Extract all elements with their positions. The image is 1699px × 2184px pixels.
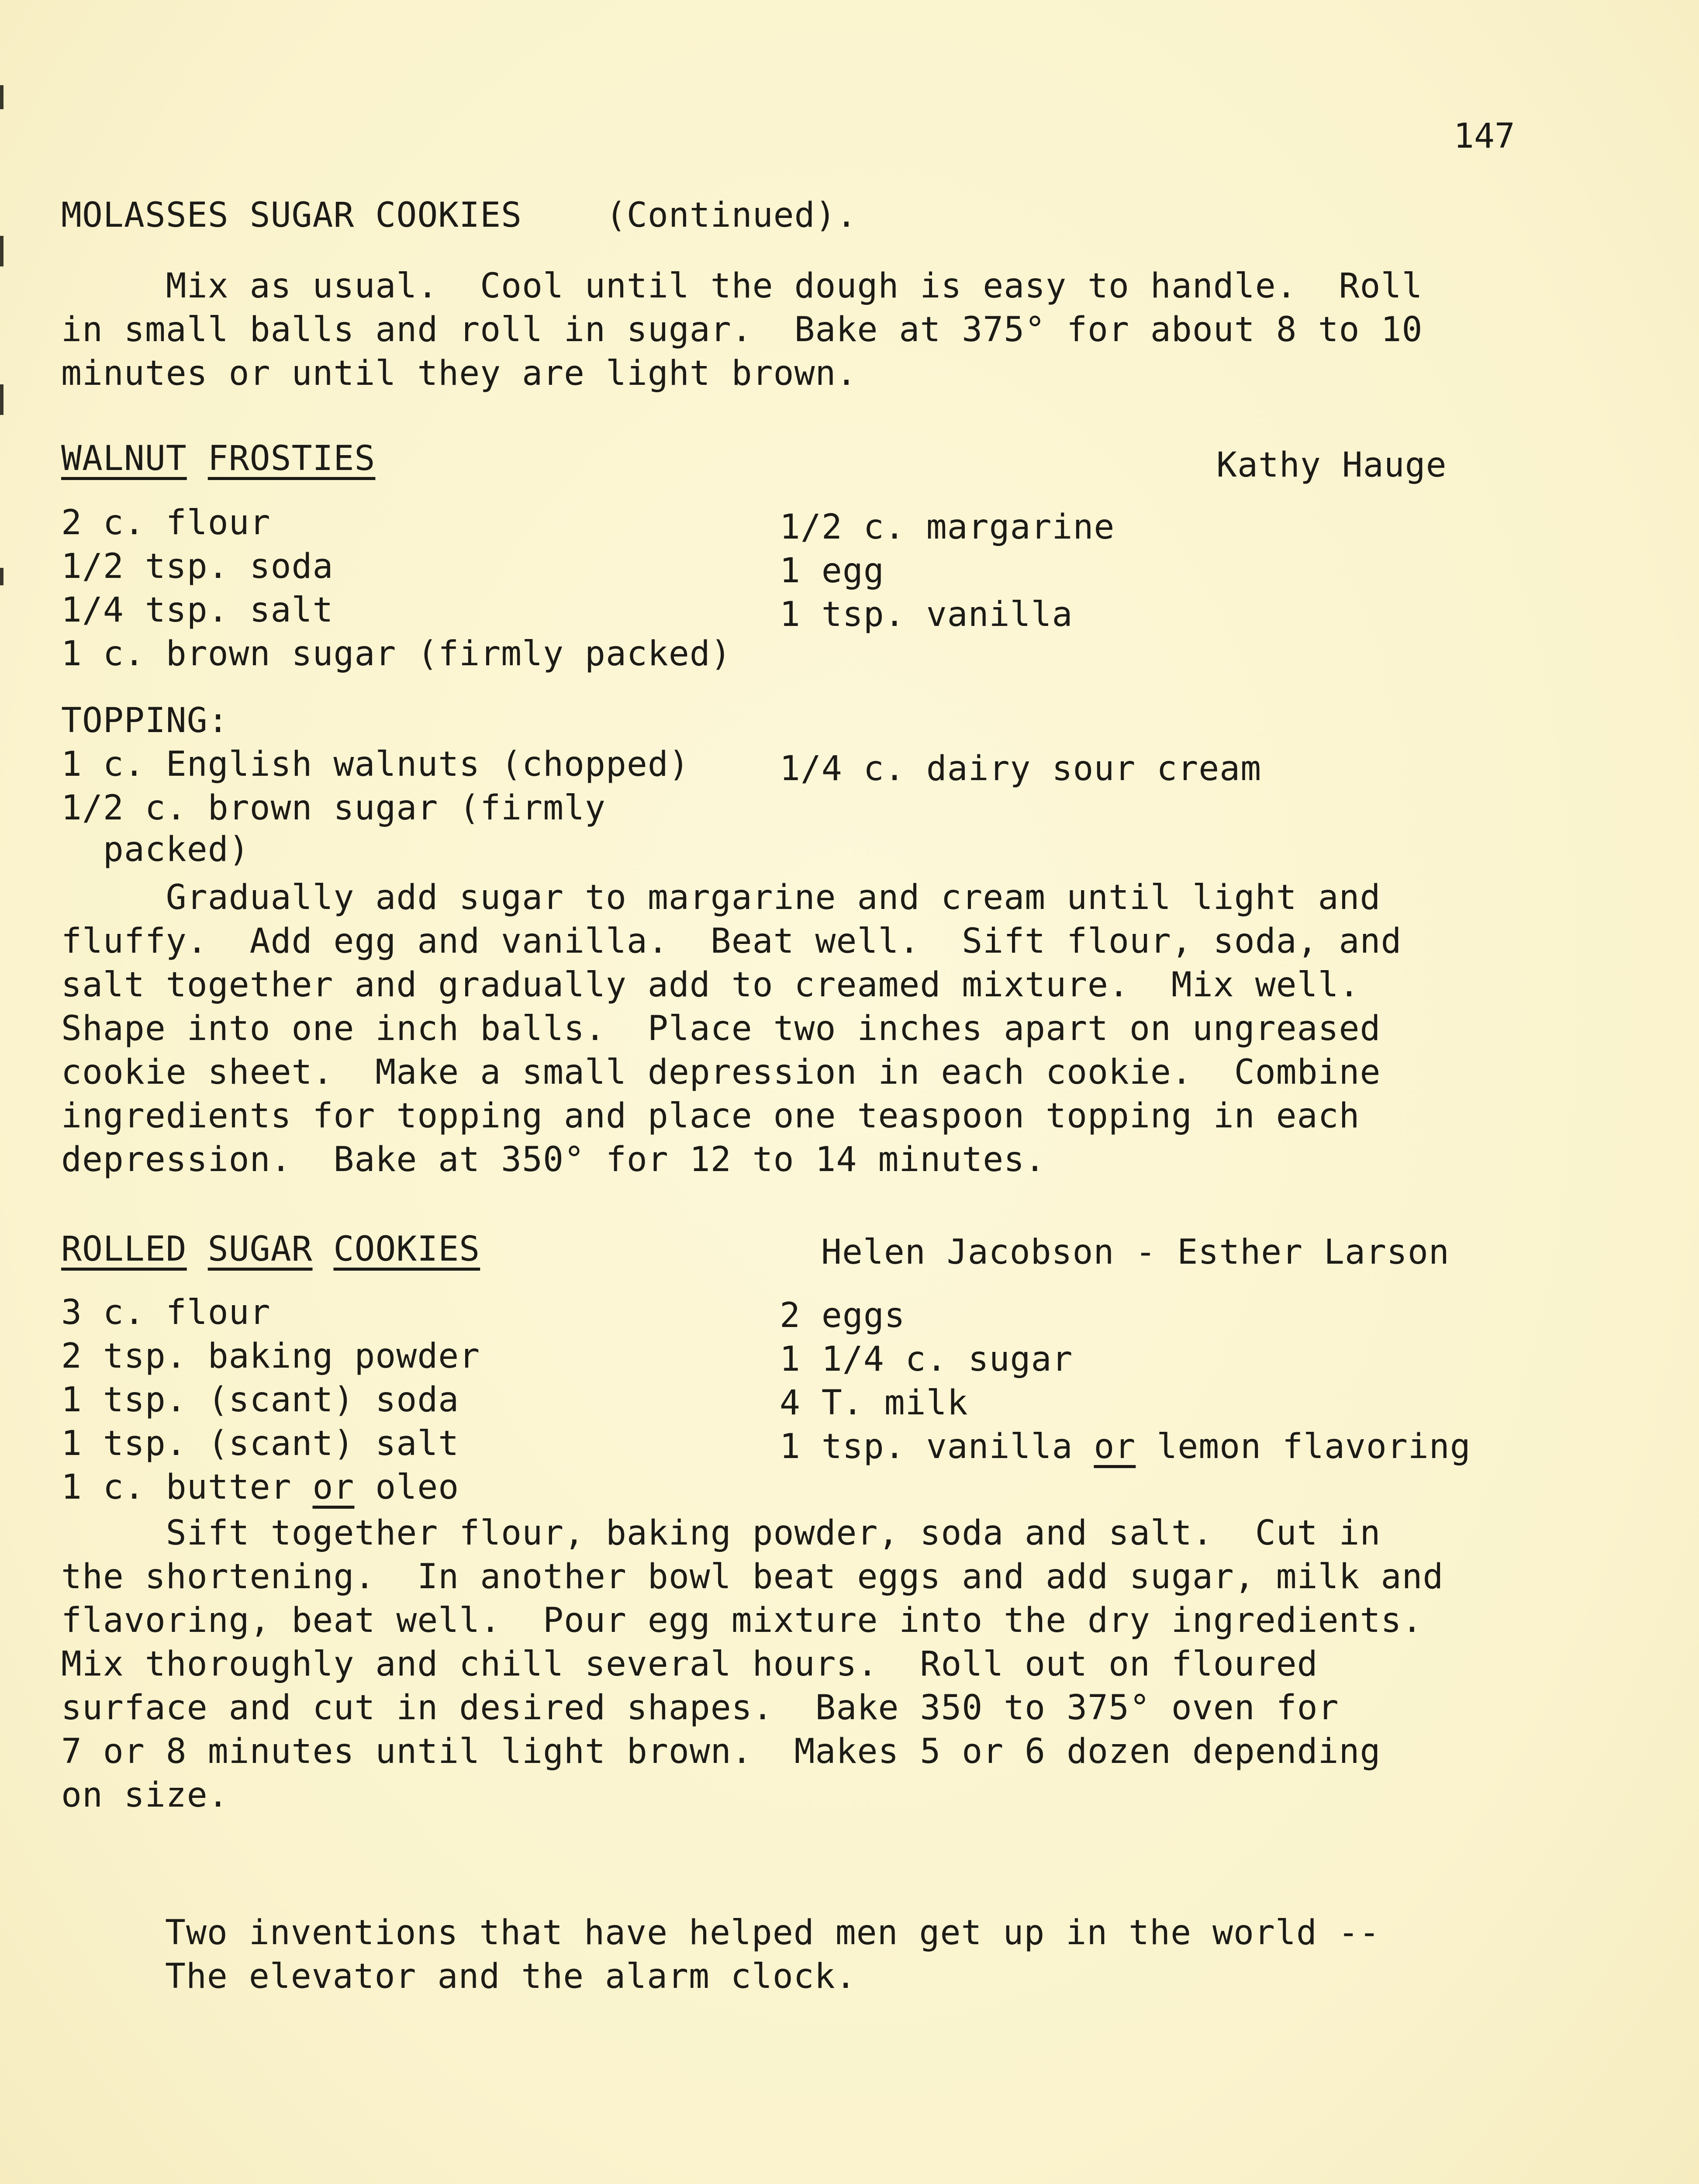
rolled-instruction-line: flavoring, beat well. Pour egg mixture into the dry ingredients. [61, 1601, 1423, 1640]
walnut-instruction-line: Gradually add sugar to margarine and cream until light and [61, 878, 1381, 917]
binding-mark [0, 85, 3, 109]
binding-mark [0, 384, 3, 415]
continued-note: (Continued). [605, 196, 857, 235]
binding-mark [0, 568, 3, 585]
molasses-text-line: in small balls and roll in sugar. Bake at 375° for about 8 to 10 [61, 310, 1423, 349]
ingredient-line [780, 1425, 1471, 1469]
quote-line: Two inventions that have helped men get up in the world -- [165, 1913, 1380, 1952]
rolled-title-part: SUGAR [207, 1230, 313, 1269]
rolled-author: Helen Jacobson - Esther Larson [821, 1233, 1450, 1272]
topping-line: 1 c. English walnuts (chopped) [61, 745, 690, 784]
quote-line: The elevator and the alarm clock. [165, 1957, 856, 1996]
walnut-instruction-line: ingredients for topping and place one teaspoon topping in each [61, 1096, 1360, 1136]
walnut-title-part: WALNUT [61, 439, 187, 478]
molasses-title: MOLASSES SUGAR COOKIES [61, 196, 522, 235]
walnut-title [61, 437, 375, 480]
walnut-instruction-line: fluffy. Add egg and vanilla. Beat well. Sift flour, soda, and [61, 922, 1402, 961]
ingredient-text: 1 tsp. vanilla [780, 1427, 1094, 1466]
ingredient-line: 2 c. flour [61, 503, 271, 543]
page-number: 147 [1454, 117, 1515, 156]
walnut-title-part: FROSTIES [207, 439, 376, 478]
ingredient-line: 2 tsp. baking powder [61, 1337, 480, 1376]
molasses-text-line: minutes or until they are light brown. [61, 354, 857, 393]
ingredient-line [61, 1465, 459, 1509]
rolled-instruction-line: on size. [61, 1776, 229, 1815]
topping-line: packed) [61, 830, 250, 869]
rolled-instruction-line: Sift together flour, baking powder, soda and salt. Cut in [61, 1514, 1381, 1553]
rolled-title-part: COOKIES [333, 1230, 480, 1269]
walnut-instruction-line: depression. Bake at 350° for 12 to 14 minutes. [61, 1140, 1046, 1179]
rolled-instruction-line: 7 or 8 minutes until light brown. Makes 5 or 6 dozen depending [61, 1732, 1381, 1771]
molasses-heading [61, 194, 857, 237]
ingredient-line: 4 T. milk [780, 1383, 968, 1423]
molasses-text-line: Mix as usual. Cool until the dough is easy to handle. Roll [61, 266, 1423, 306]
ingredient-text: lemon flavoring [1136, 1427, 1471, 1466]
walnut-instruction-line: salt together and gradually add to creamed mixture. Mix well. [61, 965, 1360, 1005]
ingredient-text: oleo [354, 1468, 459, 1507]
ingredient-line: 1 c. brown sugar (firmly packed) [61, 634, 732, 674]
ingredient-line: 1 egg [780, 551, 884, 591]
rolled-instruction-line: the shortening. In another bowl beat eggs and add sugar, milk and [61, 1557, 1444, 1597]
ingredient-line: 1 tsp. (scant) salt [61, 1424, 459, 1463]
rolled-instruction-line: Mix thoroughly and chill several hours. Roll out on floured [61, 1645, 1318, 1684]
ingredient-line: 1/4 tsp. salt [61, 591, 334, 630]
rolled-title [61, 1227, 480, 1271]
binding-mark [0, 236, 3, 266]
topping-line: 1/2 c. brown sugar (firmly [61, 788, 606, 828]
ingredient-text: 1 c. butter [61, 1468, 313, 1507]
topping-line: 1/4 c. dairy sour cream [780, 749, 1262, 788]
topping-label: TOPPING: [61, 701, 229, 740]
ingredient-line: 1 tsp. (scant) soda [61, 1380, 459, 1420]
ingredient-line: 2 eggs [780, 1296, 905, 1335]
rolled-instruction-line: surface and cut in desired shapes. Bake 350 to 375° oven for [61, 1688, 1339, 1728]
underlined-or: or [312, 1468, 355, 1507]
underlined-or: or [1094, 1427, 1136, 1466]
walnut-instruction-line: Shape into one inch balls. Place two inches apart on ungreased [61, 1009, 1381, 1048]
rolled-title-part: ROLLED [61, 1230, 187, 1269]
ingredient-line: 1 1/4 c. sugar [780, 1340, 1073, 1379]
walnut-instruction-line: cookie sheet. Make a small depression in each cookie. Combine [61, 1053, 1381, 1092]
ingredient-line: 1/2 c. margarine [780, 508, 1115, 547]
ingredient-line: 3 c. flour [61, 1293, 271, 1332]
ingredient-line: 1/2 tsp. soda [61, 547, 334, 586]
walnut-author: Kathy Hauge [1216, 446, 1447, 485]
ingredient-line: 1 tsp. vanilla [780, 595, 1073, 634]
